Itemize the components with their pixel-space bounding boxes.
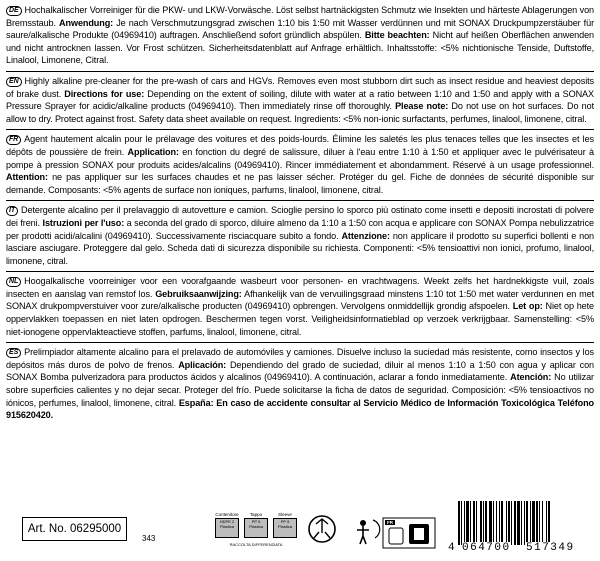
barcode-bar — [546, 501, 547, 545]
page-number: 343 — [142, 534, 156, 543]
recycling-code: HDPE 2 — [219, 519, 235, 524]
section-text: Do not use on hot surfaces. Do not allow to dry. Protect against frost. Safety data sheet available on request. Ingredients: <5% non-ionic surfactants, perfumes, linalool, limonene, citral. — [6, 101, 595, 124]
section-text: Afhankelijk van de vervuilingsgraad minstens 1:10 tot 1:50 met water verdunnen en met SONAX drukpompverstuiver voor zure/alkalische producten (04969410) opbrengen. Vervolgens onmiddellijk grondig afspoelen. — [6, 288, 594, 312]
recycling-material: Plastica — [248, 524, 263, 529]
section-text: Highly alkaline pre-cleaner for the pre-wash of cars and HGVs. Removes even most stubborn dirt such as insect residue and heaviest deposits of brake dust. — [6, 75, 594, 99]
section-divider — [6, 271, 594, 272]
section-heading: Gebruiksaanwijzing: — [155, 288, 242, 299]
section-divider — [6, 342, 594, 343]
instructions-text — [6, 4, 594, 422]
section-heading: Aplicación: — [178, 359, 227, 370]
section-heading: Bitte beachten: — [364, 30, 430, 41]
barcode-bar — [483, 501, 484, 545]
recycling-labels — [214, 512, 298, 546]
recycling-box — [215, 518, 239, 538]
barcode-bar — [489, 501, 492, 545]
barcode-bar — [458, 501, 460, 545]
section-text: No utilizar sobre superficies calientes y no dejar secar. Proteger del frío. Puede solicitarse la ficha de datos de seguridad. Composición: <5% tensioactivos no iónicos, perfumes, linalool, limonene, citral. — [6, 372, 594, 408]
section-text: Detergente alcalino per il prelavaggio di autovetture e camion. Scioglie persino lo sporco più ostinato come insetti e depositi incrostati di polvere dei freni. — [6, 205, 594, 228]
section-text: Hochalkalischer Vorreiniger für die PKW- und LKW-Vorwäsche. Löst selbst hartnäckigsten Schmutz wie Insekten und härteste Ablagerungen von Bremsstaub. — [6, 5, 594, 28]
section-heading: Attention: — [6, 172, 48, 183]
ean-barcode — [448, 501, 593, 556]
recycling-box — [273, 518, 297, 538]
section-text: Hoogalkalische voorreiniger voor een voorafgaande wasbeurt voor personen- en vrachtwagens. Weekt zelfs het hardnekkigste vuil, zoals insecten en aanslag van remstof los. — [6, 276, 594, 299]
section-es — [6, 346, 594, 422]
section-text: Agent hautement alcalin pour le prélavage des voitures et des poids-lourds. Élimine les saletés les plus tenaces telles que les insectes et les dépôts de poussière de frein. — [6, 134, 594, 157]
barcode-bar — [476, 501, 477, 545]
triman-icon — [357, 520, 380, 544]
barcode-bar — [501, 501, 503, 545]
fr-recycle-info-box — [383, 518, 435, 548]
recycling-note: RACCOLTA DIFFERENZIATA — [229, 542, 283, 547]
recycling-code: PP 5 — [251, 519, 261, 524]
section-heading: Anwendung: — [59, 17, 114, 28]
barcode-digits-right: 517349 — [526, 542, 575, 554]
section-text: ne pas appliquer sur les surfaces chaudes et ne pas laisser sécher. Protéger du gel. Fiche de données de sécurité disponible sur demande. Composants: <5% agents de surface non ioniques, parfums, linalool, limonene, citral. — [6, 172, 594, 195]
barcode-bar — [506, 501, 507, 545]
recycling-box — [244, 518, 268, 538]
section-de — [6, 4, 594, 67]
barcode-bar — [508, 501, 510, 545]
barcode-bar — [514, 501, 516, 545]
barcode-bar — [532, 501, 535, 545]
barcode-bar — [496, 501, 497, 545]
barcode-bar — [493, 501, 494, 545]
section-text: en fonction du degré de salissure, diluer à l'eau entre 1:10 à 1:50 et appliquer avec le pulvérisateur à pompe à pression SONAX pour produits acides/alcalins (04969410). Rincer immédiatement et abondamment. Réservé à un usage professionnel. — [6, 146, 594, 170]
section-text: Niet op hete oppervlakken toepassen en niet laten opdrogen. Beschermen tegen vorst. Veiligheidsinformatieblad op verzoek verkrijgbaar. Samenstelling: <5% niet-ionogene oppervlakteactieve stoffen, parfums, linalool, limonene, citral. — [6, 301, 595, 337]
section-heading: Istruzioni per l'uso: — [42, 217, 125, 228]
barcode-bar — [499, 501, 500, 545]
article-number: Art. No. 06295000 — [22, 517, 127, 541]
language-badge: ES — [6, 348, 21, 358]
recycling-label: Sleeve — [278, 512, 292, 517]
section-divider — [6, 200, 594, 201]
barcode-digits-left: 064700 — [462, 542, 511, 554]
section-heading: España: En caso de accidente consultar al Servicio Médico de Información Toxicológica Teléfono 915620420. — [6, 397, 594, 421]
barcode-bar — [511, 501, 512, 545]
section-nl — [6, 275, 594, 338]
recycle-bin-icon — [414, 528, 424, 540]
barcode-bar — [526, 501, 528, 545]
section-heading: Attenzione: — [341, 230, 390, 241]
section-divider — [6, 71, 594, 72]
section-it — [6, 204, 594, 267]
recycling-item-container — [214, 512, 240, 538]
barcode-bar — [464, 501, 465, 545]
section-text: Dependiendo del grado de suciedad, diluir al menos 1:10 a 1:50 con agua y aplicar con SONAX Bomba pulverizadora para productos ácidos y alcalinos (04969410). A continuación, aclarar a fondo inmediatamente. — [6, 359, 595, 383]
recycling-label: Contenitore — [215, 512, 239, 517]
barcode-bar — [524, 501, 525, 545]
section-fr — [6, 133, 594, 196]
barcode-bar — [470, 501, 471, 545]
section-divider — [6, 129, 594, 130]
disposal-icons — [305, 512, 445, 552]
section-heading: Application: — [127, 146, 179, 157]
barcode-bar — [530, 501, 531, 545]
barcode-digit-lead: 4 — [448, 542, 457, 554]
barcode-bar — [485, 501, 487, 545]
section-text: Je nach Verschmutzungsgrad zwischen 1:10 bis 1:50 mit Wasser verdünnen und mit SONAX Druckpumpzerstäuber für saure/alkalische Produkte (04969410) auftragen. Anschließend sofort gründlich abspülen. — [6, 17, 594, 41]
section-text: Depending on the extent of soiling, dilute with water at a ratio between 1:10 and 1:50 and apply with a SONAX Pressure Sprayer for acidic/alkaline products (04969410). Then immediately rinse off thoroughly. — [6, 88, 594, 112]
label-footer — [0, 495, 600, 558]
section-en — [6, 75, 594, 125]
barcode-bar — [539, 501, 540, 545]
language-badge: IT — [6, 206, 18, 216]
recycling-item-cap — [243, 512, 269, 538]
recycling-item-sleeve — [272, 512, 298, 538]
recycling-label: Tappo — [249, 512, 263, 517]
barcode-bar — [480, 501, 482, 545]
language-badge: DE — [6, 6, 22, 16]
language-badge: NL — [6, 277, 21, 287]
recycling-code: PP 5 — [280, 519, 290, 524]
barcode-bar — [466, 501, 469, 545]
barcode-bar — [461, 501, 462, 545]
language-badge: EN — [6, 77, 22, 87]
barcode-bar — [548, 501, 550, 545]
section-text: Nicht auf heißen Oberflächen anwenden und nicht antrocknen lassen. Vor Frost schützen. Sicherheitsdatenblatt auf Anfrage erhältlich. Inhaltsstoffe: <5% nichtionische Tenside, Duftstoffe, Linalool, Limonene, Citral. — [6, 30, 595, 66]
barcode-bar — [521, 501, 522, 545]
barcode-bar — [536, 501, 538, 545]
section-heading: Let op: — [512, 301, 543, 312]
language-badge: FR — [6, 135, 21, 145]
section-heading: Atención: — [510, 372, 552, 383]
recycling-material: Plastica — [219, 524, 234, 529]
section-heading: Please note: — [395, 101, 449, 112]
barcode-bar — [542, 501, 543, 545]
fr-mark: FR — [387, 520, 393, 526]
section-text: Prelimpiador altamente alcalino para el prelavado de automóviles y camiones. Disuelve incluso la suciedad más resistente, como insectos y los depósitos más duros de polvo de frenos. — [6, 347, 594, 370]
section-heading: Directions for use: — [64, 88, 145, 99]
section-text: a seconda del grado di sporco, diluire almeno da 1:10 a 1:50 con acqua e applicare con SONAX Pompa nebulizzatrice per prodotti acidi/alcalini (04969410). Successivamente risciacquare subito a fondo. — [6, 217, 594, 241]
tidyman-recycle-icon — [309, 516, 335, 542]
barcode-bar — [473, 501, 475, 545]
barcode-bar — [517, 501, 520, 545]
recycling-material: Plastica — [277, 524, 292, 529]
section-text: non applicare il prodotto su superfici bollenti e non lasciare asciugare. Proteggere dal gelo. Scheda dati di sicurezza disponibile su richiesta. Componenti: <5% tensioattivi non ionici, profumo, linalool, limonene, citral. — [6, 230, 594, 266]
